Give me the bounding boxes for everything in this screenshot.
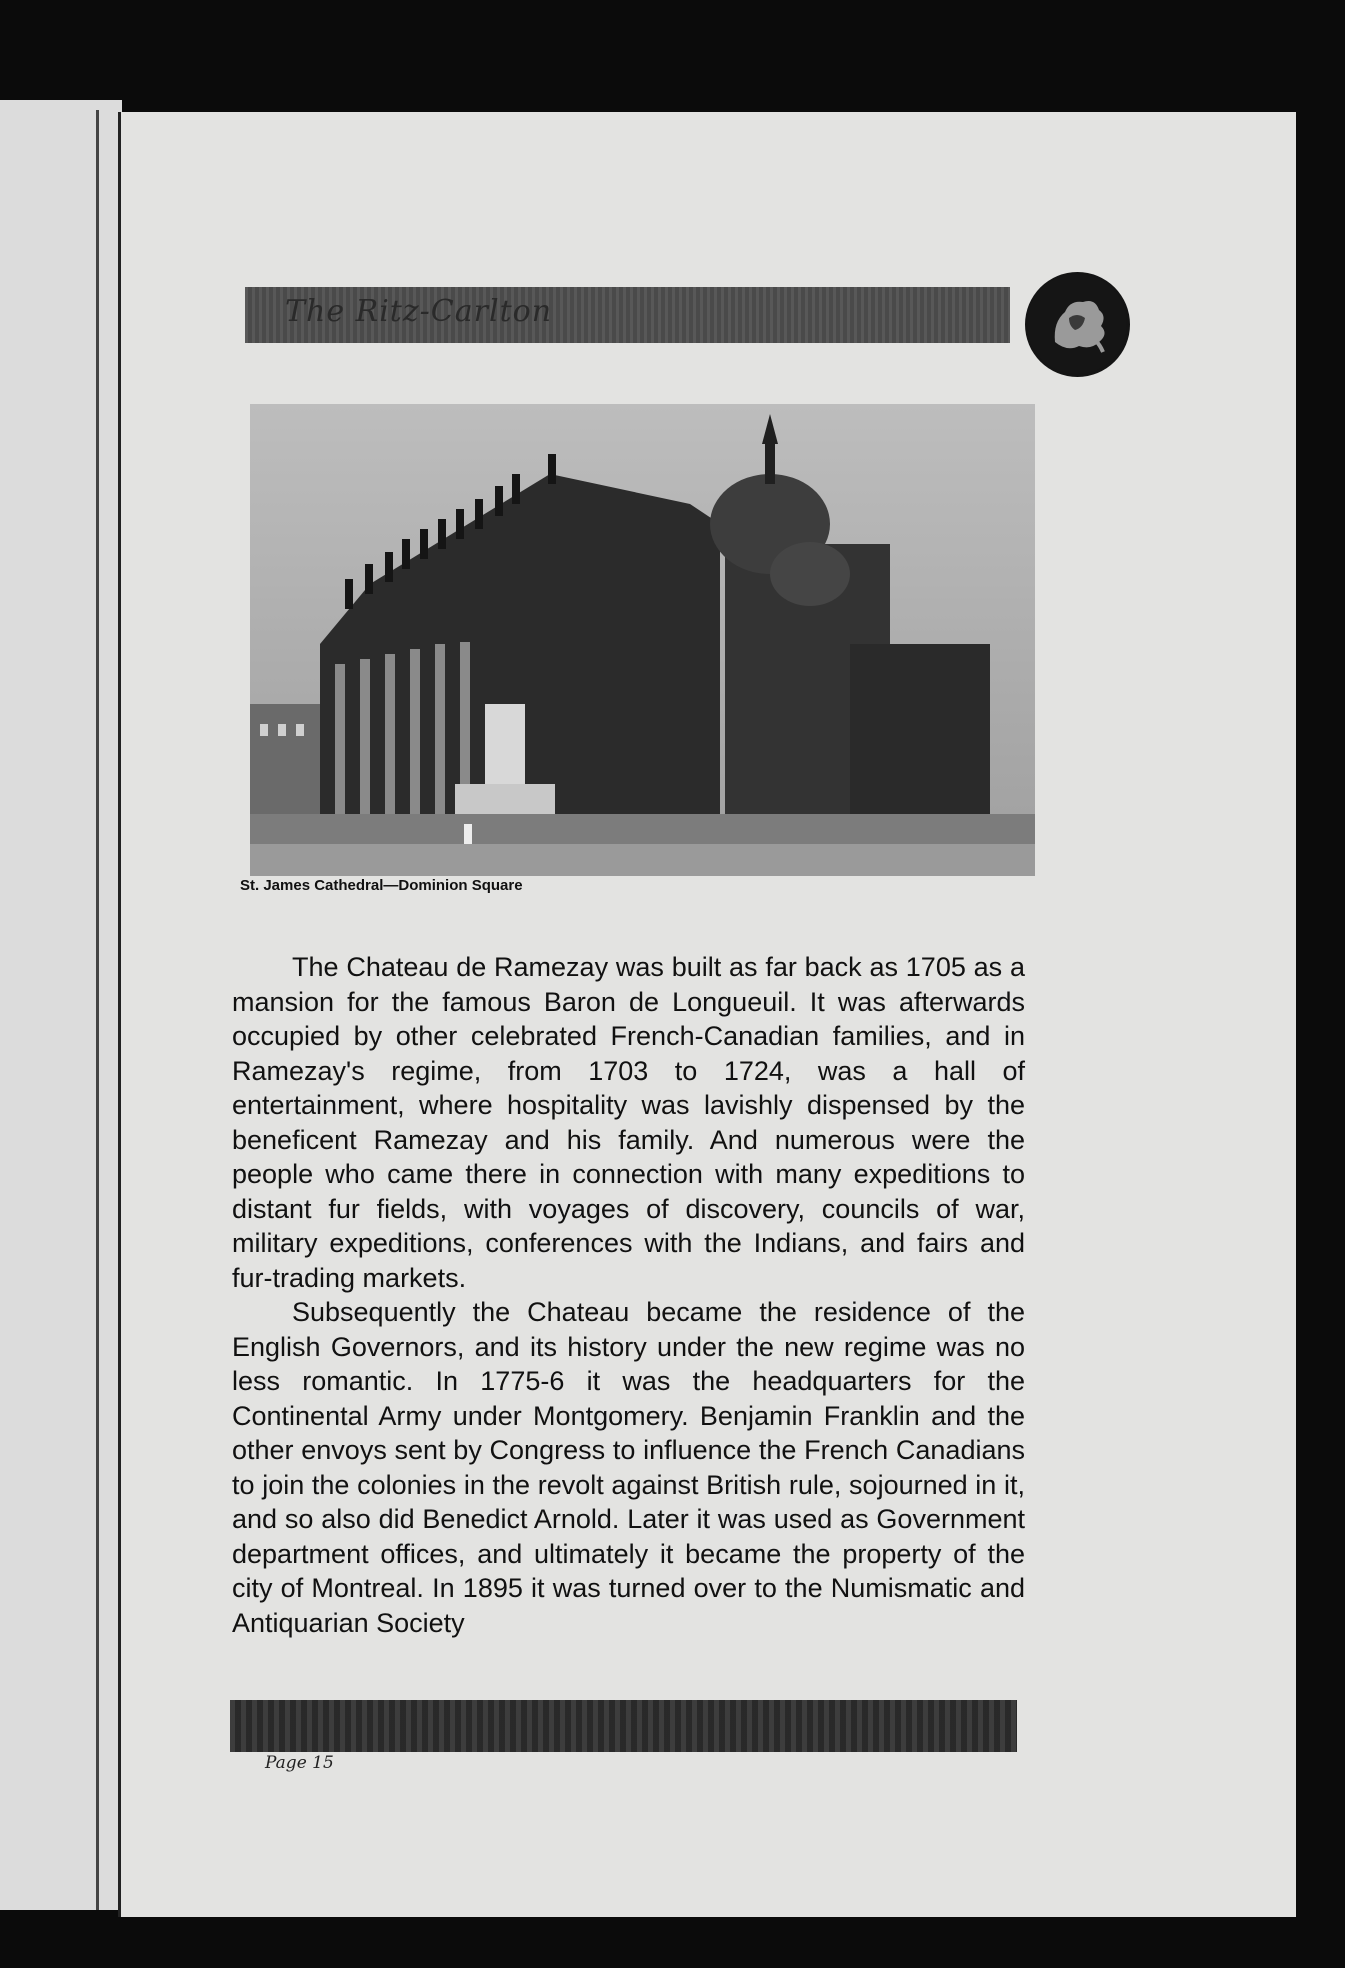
paragraph: The Chateau de Ramezay was built as far back as 1705 as a mansion for the famous Baron de Longueuil. It was afterwards occupied by other celebrated French-Canadian families, and in Ramezay's regime, from 1703 to 1724, was a hall of entertainment, where hospitality was lavishly dispensed by the beneficent Ramezay and his family. And numerous were the people who came there in connection with many expeditions to distant fur fields, with voyages of discovery, councils of war, military expeditions, conferences with the Indians, and fairs and fur-trading markets. <box>232 952 1025 1293</box>
article-body <box>232 950 1025 1640</box>
footer-banner <box>230 1700 1017 1752</box>
emblem-logo <box>1025 272 1130 377</box>
facing-page-edge <box>0 100 122 1910</box>
photo-caption: St. James Cathedral—Dominion Square <box>240 877 523 894</box>
cathedral-photo <box>250 404 1035 876</box>
header-title: The Ritz-Carlton <box>285 294 553 329</box>
binding-gutter <box>96 110 99 1910</box>
page-number: Page 15 <box>265 1753 334 1773</box>
lion-emblem-icon <box>1025 272 1130 377</box>
paragraph: Subsequently the Chateau became the residence of the English Governors, and its history under the new regime was no less romantic. In 1775-6 it was the headquarters for the Continental Army under Montgomery. Benjamin Franklin and the other envoys sent by Congress to influence the French Canadians to join the colonies in the revolt against British rule, sojourned in it, and so also did Benedict Arnold. Later it was used as Government department offices, and ultimately it became the property of the city of Montreal. In 1895 it was turned over to the Numismatic and Antiquarian Society <box>232 1297 1025 1638</box>
